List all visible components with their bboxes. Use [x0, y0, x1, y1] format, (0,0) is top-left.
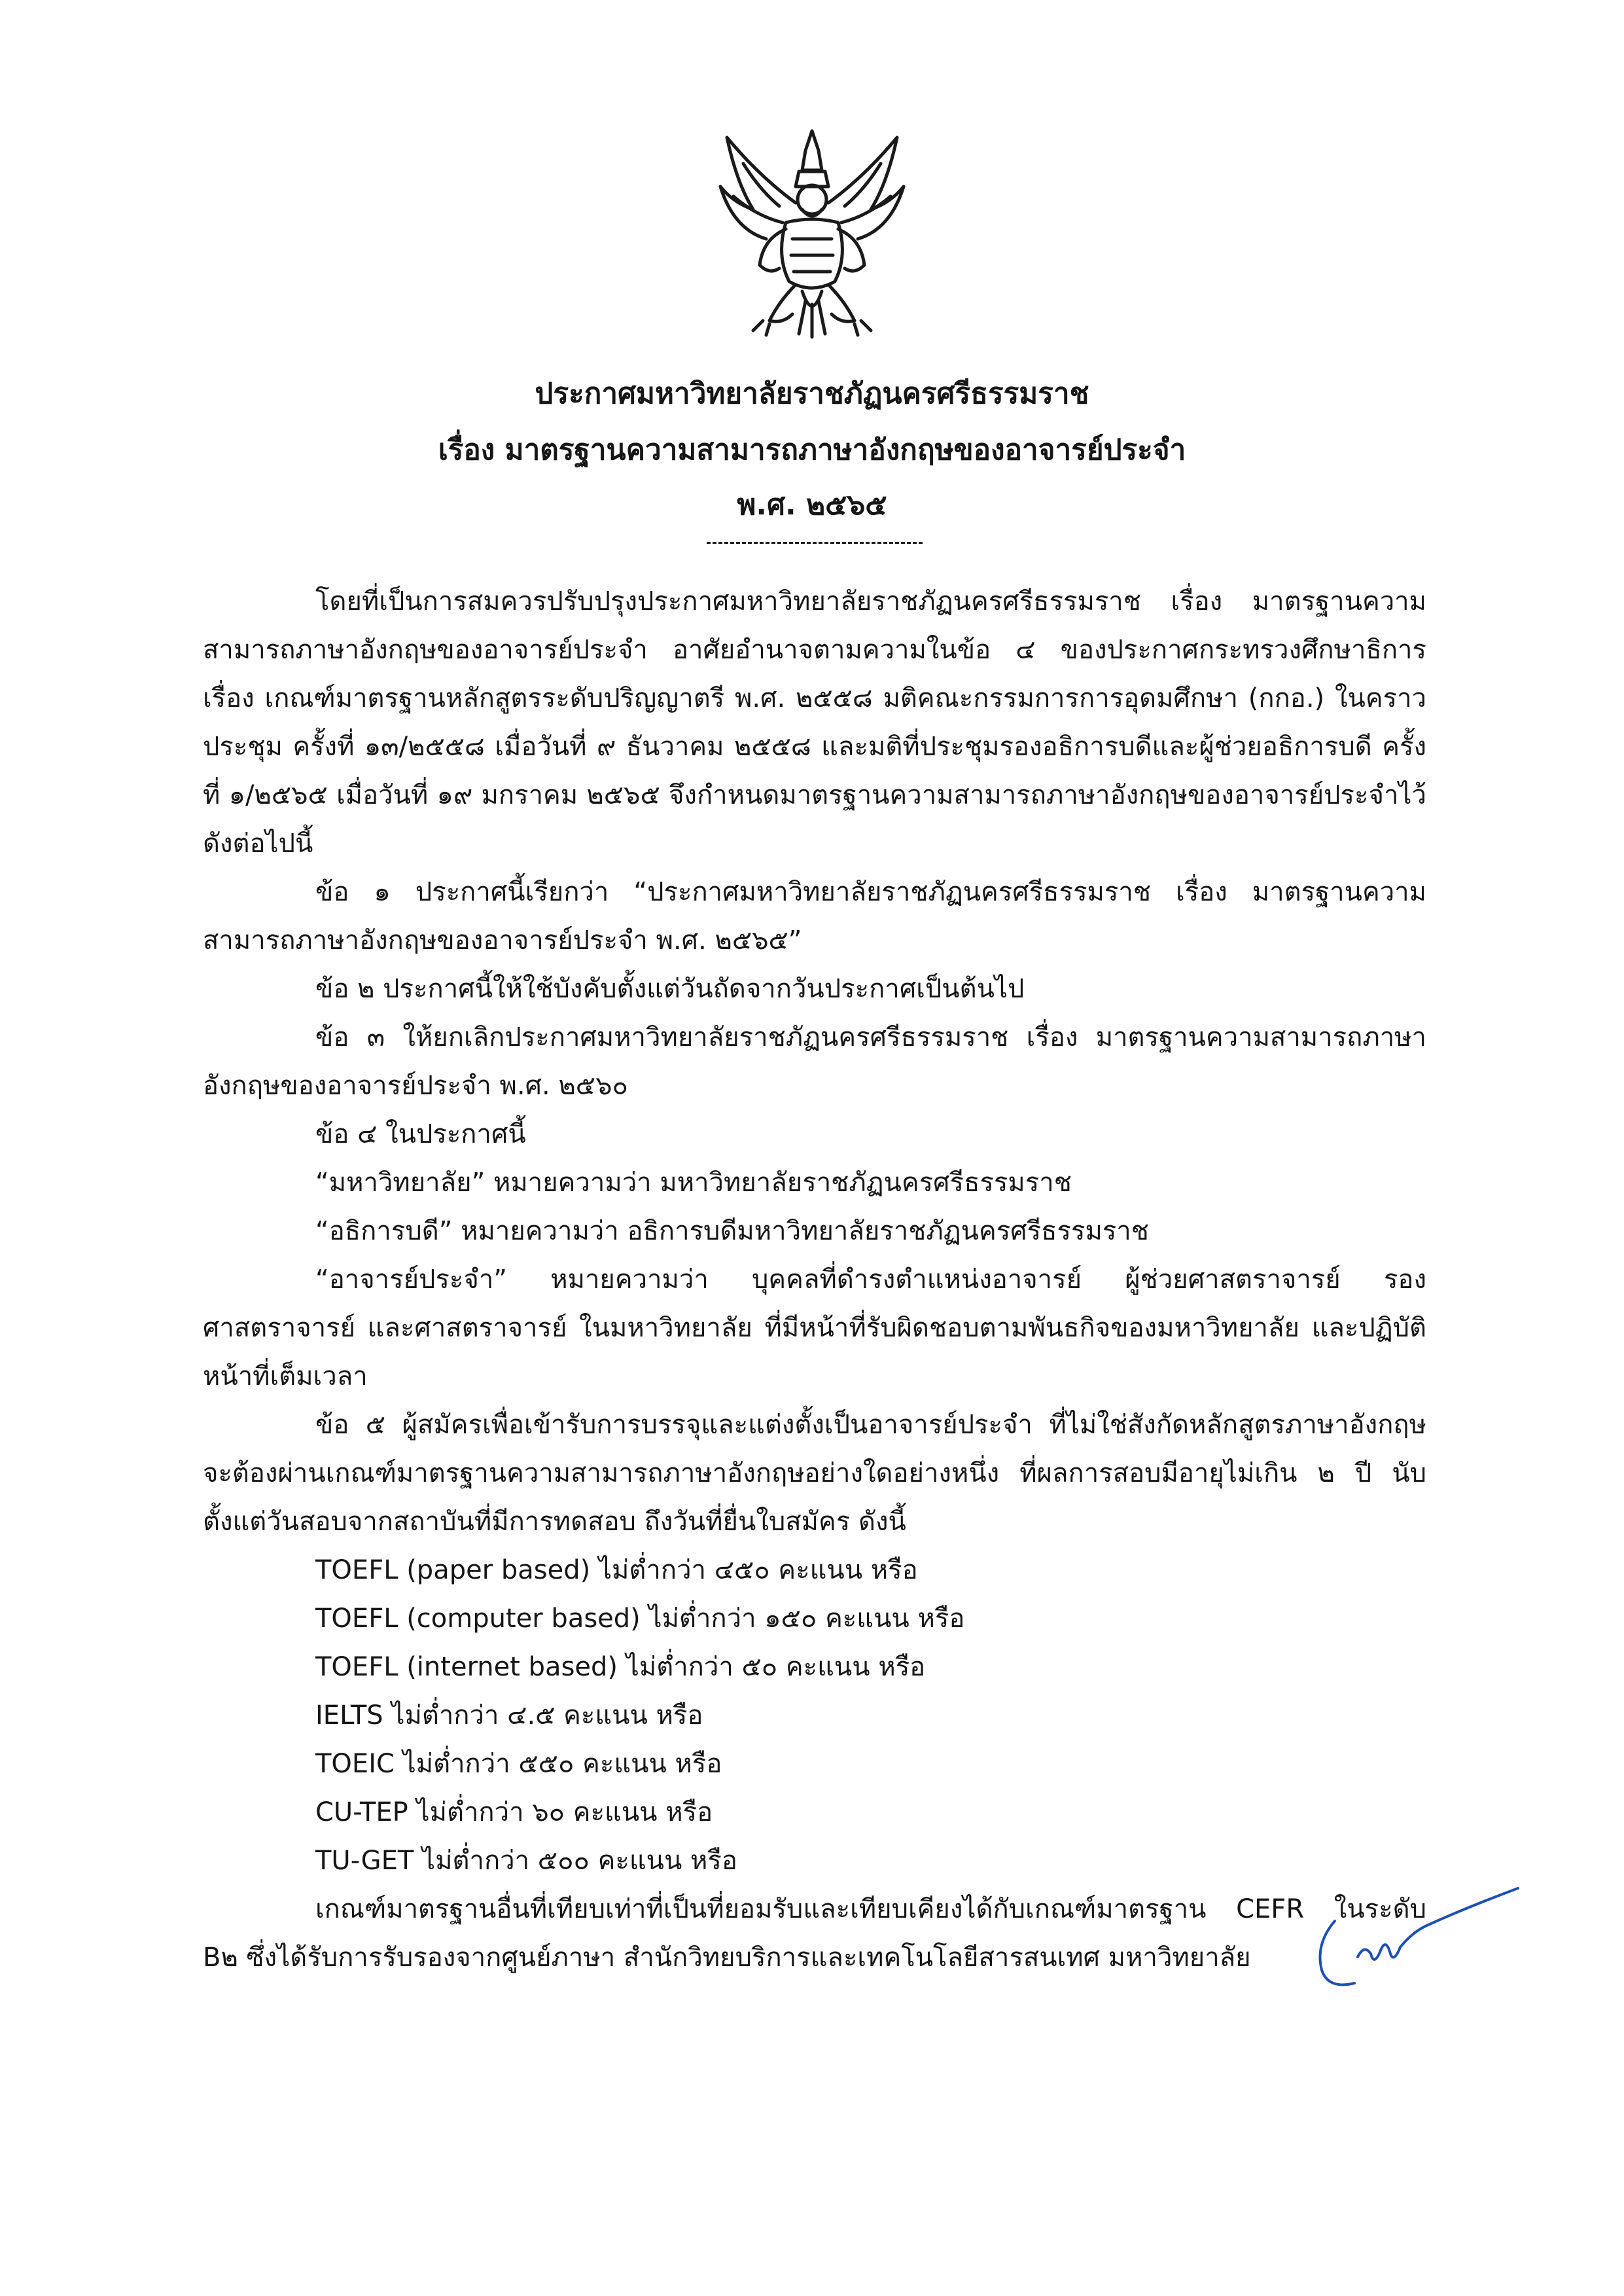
- document-body: [203, 577, 1426, 1982]
- test-tu-get: TU-GET ไม่ต่ำกว่า ๕๐๐ คะแนน หรือ: [315, 1846, 737, 1876]
- closing-paragraph: เกณฑ์มาตรฐานอื่นที่เทียบเท่าที่เป็นที่ยอมรับและเทียบเคียงได้กับเกณฑ์มาตรฐาน CEFR ในระดับ B๒ ซึ่งได้รับการรับรองจากศูนย์ภาษา สำนักวิทยบริการและเทคโนโลยีสารสนเทศ มหาวิทยาลัย: [203, 1894, 1426, 1973]
- test-toefl-paper: TOEFL (paper based) ไม่ต่ำกว่า ๔๕๐ คะแนน หรือ: [315, 1555, 918, 1585]
- definition-president: “อธิการบดี” หมายความว่า อธิการบดีมหาวิทยาลัยราชภัฏนครศรีธรรมราช: [315, 1216, 1149, 1246]
- definition-lecturer: “อาจารย์ประจำ” หมายความว่า บุคคลที่ดำรงตำแหน่งอาจารย์ ผู้ช่วยศาสตราจารย์ รองศาสตราจารย์ และศาสตราจารย์ ในมหาวิทยาลัย ที่มีหน้าที่รับผิดชอบตามพันธกิจของมหาวิทยาลัย และปฏิบัติหน้าที่เต็มเวลา: [203, 1265, 1426, 1391]
- announcement-year: พ.ศ. ๒๕๖๕: [737, 488, 887, 522]
- handwritten-signature-icon: [1309, 1885, 1525, 2003]
- announcement-title: ประกาศมหาวิทยาลัยราชภัฏนครศรีธรรมราช: [535, 377, 1089, 410]
- definition-university: “มหาวิทยาลัย” หมายความว่า มหาวิทยาลัยราชภัฏนครศรีธรรมราช: [315, 1168, 1072, 1198]
- garuda-emblem-icon: [707, 124, 917, 340]
- test-cu-tep: CU-TEP ไม่ต่ำกว่า ๖๐ คะแนน หรือ: [315, 1797, 713, 1827]
- test-toefl-internet: TOEFL (internet based) ไม่ต่ำกว่า ๕๐ คะแนน หรือ: [315, 1652, 926, 1682]
- clause-4: ข้อ ๔ ในประกาศนี้: [315, 1119, 526, 1149]
- test-ielts: IELTS ไม่ต่ำกว่า ๔.๕ คะแนน หรือ: [315, 1700, 703, 1731]
- clause-5: ข้อ ๕ ผู้สมัครเพื่อเข้ารับการบรรจุและแต่งตั้งเป็นอาจารย์ประจำ ที่ไม่ใช่สังกัดหลักสูตรภาษาอังกฤษจะต้องผ่านเกณฑ์มาตรฐานความสามารถภาษาอังกฤษอย่างใดอย่างหนึ่ง ที่ผลการสอบมีอายุไม่เกิน ๒ ปี นับตั้งแต่วันสอบจากสถาบันที่มีการทดสอบ ถึงวันที่ยื่นใบสมัคร ดังนี้: [203, 1410, 1426, 1537]
- clause-3: ข้อ ๓ ให้ยกเลิกประกาศมหาวิทยาลัยราชภัฏนครศรีธรรมราช เรื่อง มาตรฐานความสามารถภาษาอังกฤษของอาจารย์ประจำ พ.ศ. ๒๕๖๐: [203, 1022, 1426, 1101]
- announcement-subject: เรื่อง มาตรฐานความสามารถภาษาอังกฤษของอาจารย์ประจำ: [438, 433, 1186, 467]
- test-toefl-computer: TOEFL (computer based) ไม่ต่ำกว่า ๑๕๐ คะแนน หรือ: [315, 1604, 965, 1634]
- clause-1: ข้อ ๑ ประกาศนี้เรียกว่า “ประกาศมหาวิทยาลัยราชภัฏนครศรีธรรมราช เรื่อง มาตรฐานความสามารถภาษาอังกฤษของอาจารย์ประจำ พ.ศ. ๒๕๖๕”: [203, 877, 1426, 956]
- preamble-paragraph: โดยที่เป็นการสมควรปรับปรุงประกาศมหาวิทยาลัยราชภัฏนครศรีธรรมราช เรื่อง มาตรฐานความสามารถภาษาอังกฤษของอาจารย์ประจำ อาศัยอำนาจตามความในข้อ ๔ ของประกาศกระทรวงศึกษาธิการ เรื่อง เกณฑ์มาตรฐานหลักสูตรระดับปริญญาตรี พ.ศ. ๒๕๕๘ มติคณะกรรมการการอุดมศึกษา (กกอ.) ในคราวประชุม ครั้งที่ ๑๓/๒๕๕๘ เมื่อวันที่ ๙ ธันวาคม ๒๕๕๘ และมติที่ประชุมรองอธิการบดีและผู้ช่วยอธิการบดี ครั้งที่ ๑/๒๕๖๕ เมื่อวันที่ ๑๙ มกราคม ๒๕๖๕ จึงกำหนดมาตรฐานความสามารถภาษาอังกฤษของอาจารย์ประจำไว้ ดังต่อไปนี้: [203, 586, 1426, 859]
- clause-2: ข้อ ๒ ประกาศนี้ให้ใช้บังคับตั้งแต่วันถัดจากวันประกาศเป็นต้นไป: [315, 974, 1025, 1004]
- test-toeic: TOEIC ไม่ต่ำกว่า ๕๕๐ คะแนน หรือ: [315, 1749, 722, 1779]
- title-separator: [707, 542, 923, 544]
